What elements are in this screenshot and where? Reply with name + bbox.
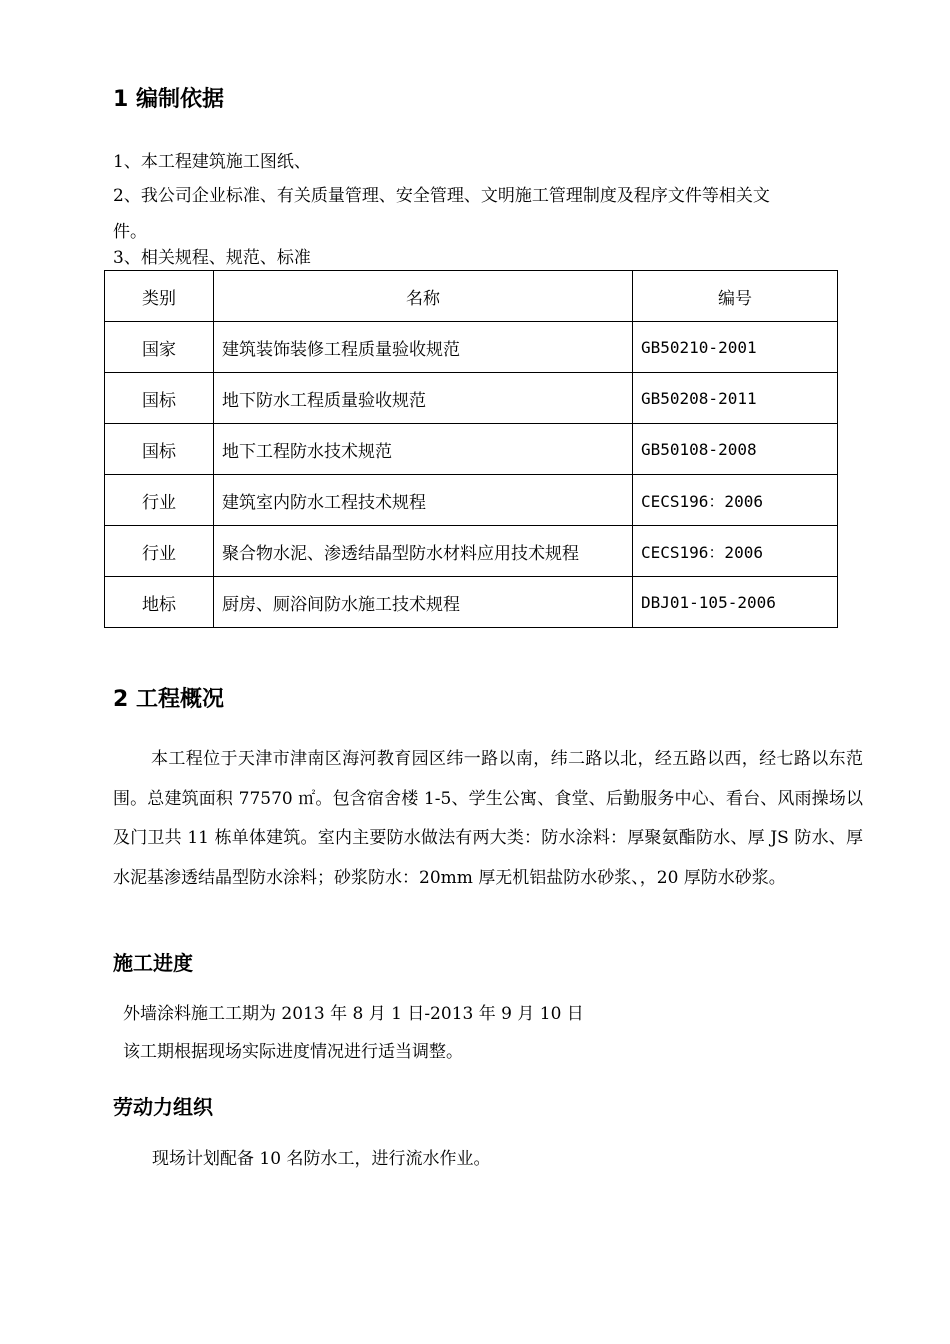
cell-code: GB50208-2011: [633, 373, 838, 424]
table-row: [105, 526, 838, 577]
cell-name: 地下工程防水技术规范: [214, 424, 633, 475]
section-2-heading: 2 工程概况: [113, 687, 224, 712]
cell-name: 建筑室内防水工程技术规程: [214, 475, 633, 526]
schedule-line-2: 该工期根据现场实际进度情况进行适当调整。: [123, 1042, 463, 1062]
schedule-heading: 施工进度: [113, 951, 193, 975]
cell-category: 行业: [105, 475, 214, 526]
cell-category: 地标: [105, 577, 214, 628]
cell-code: CECS196：2006: [633, 475, 838, 526]
schedule-line-1: 外墙涂料施工工期为 2013 年 8 月 1 日-2013 年 9 月 10 日: [123, 1004, 584, 1024]
basis-item-3: 3、相关规程、规范、标准: [113, 248, 311, 268]
header-name: 名称: [214, 271, 633, 322]
cell-name: 厨房、厕浴间防水施工技术规程: [214, 577, 633, 628]
basis-item-2-cont: 件。: [113, 222, 147, 242]
labor-heading: 劳动力组织: [113, 1095, 213, 1119]
cell-code: CECS196：2006: [633, 526, 838, 577]
labor-line-1: 现场计划配备 10 名防水工，进行流水作业。: [152, 1149, 491, 1169]
cell-category: 行业: [105, 526, 214, 577]
cell-name: 建筑装饰装修工程质量验收规范: [214, 322, 633, 373]
table-row: [105, 577, 838, 628]
project-overview-paragraph: 本工程位于天津市津南区海河教育园区纬一路以南，纬二路以北，经五路以西，经七路以东范围。总建筑面积 77570 ㎡。包含宿舍楼 1-5、学生公寓、食堂、后勤服务中心、看台、风雨操场以及门卫共 11 栋单体建筑。室内主要防水做法有两大类：防水涂料：厚聚氨酯防水、厚 JS 防水、厚水泥基渗透结晶型防水涂料；砂浆防水：20mm 厚无机铝盐防水砂浆、，20 厚防水砂浆。: [113, 749, 863, 888]
cell-category: 国家: [105, 322, 214, 373]
table-row: [105, 424, 838, 475]
cell-code: DBJ01-105-2006: [633, 577, 838, 628]
header-code: 编号: [633, 271, 838, 322]
table-row: [105, 373, 838, 424]
cell-name: 地下防水工程质量验收规范: [214, 373, 633, 424]
table-header-row: [105, 271, 838, 322]
cell-code: GB50210-2001: [633, 322, 838, 373]
cell-name: 聚合物水泥、渗透结晶型防水材料应用技术规程: [214, 526, 633, 577]
basis-item-1: 1、本工程建筑施工图纸、: [113, 152, 311, 172]
section-1-heading: 1 编制依据: [113, 87, 224, 112]
basis-item-2: 2、我公司企业标准、有关质量管理、安全管理、文明施工管理制度及程序文件等相关文: [113, 186, 770, 206]
table-row: [105, 475, 838, 526]
cell-category: 国标: [105, 373, 214, 424]
table-row: [105, 322, 838, 373]
header-category: 类别: [105, 271, 214, 322]
standards-table: [104, 270, 838, 628]
cell-code: GB50108-2008: [633, 424, 838, 475]
cell-category: 国标: [105, 424, 214, 475]
